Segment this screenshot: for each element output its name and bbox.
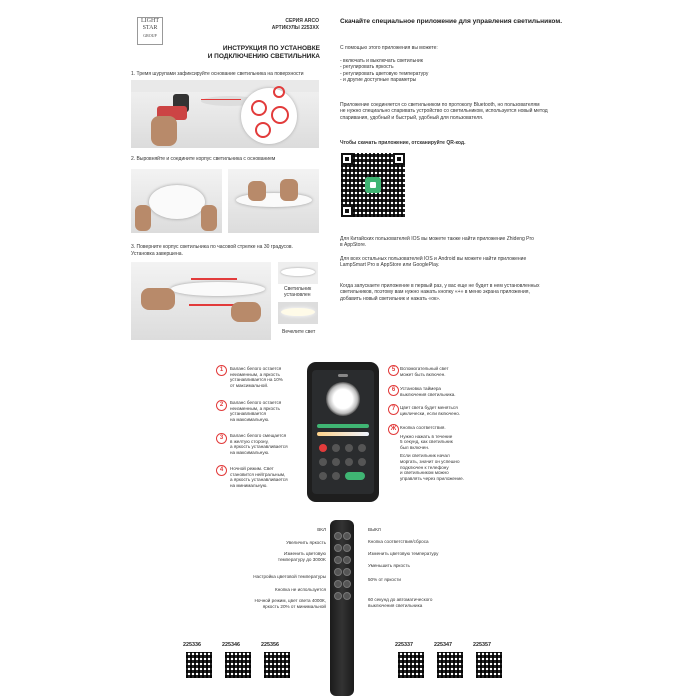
- step-3-text-b: Установка завершена.: [131, 251, 183, 257]
- phone-note-8-line-4: был включен.: [400, 444, 430, 450]
- phone-btn[interactable]: [332, 472, 340, 480]
- remote-label-night-line-2: яркость 20% от минимальной: [262, 603, 326, 609]
- phone-note-2-line-3: устанавливается: [230, 411, 267, 417]
- phone-note-4-line-2: становится нейтральным,: [230, 471, 286, 477]
- feature-item: - регулировать яркость: [340, 64, 394, 71]
- phone-note-3-line-3: а яркость устанавливается: [230, 444, 288, 450]
- phone-note-6-line-1: Установка таймера: [400, 386, 441, 391]
- feature-item: - регулировать цветовую температуру: [340, 70, 429, 77]
- first-launch-line-2: светильников, поэтому вам нужно нажать кнопку «+» в меню экрана приложения,: [340, 289, 530, 296]
- remote-label-3000k-line-1: Изменить цветовую: [283, 551, 326, 556]
- phone-note-8-line-3: 5 секунд, как светильник: [400, 439, 453, 445]
- article-number: 225336: [183, 642, 201, 648]
- step-2-photo-a: [131, 169, 222, 233]
- remote-on-button[interactable]: [334, 532, 342, 540]
- lamp-installed-caption: [284, 286, 311, 299]
- instruction-title: [190, 45, 320, 61]
- article-qr-code[interactable]: [225, 652, 251, 678]
- brand-logo: [137, 17, 163, 45]
- remote-pair-button[interactable]: [343, 544, 351, 552]
- remote-unused-button[interactable]: [334, 580, 342, 588]
- remote-label-night-line-1: Ночной режим, цвет света 4000К,: [254, 598, 326, 603]
- app-title: Скачайте специальное приложение для управления светильником.: [340, 18, 563, 25]
- remote-label-change-temp: Изменить цветовую температуру: [368, 551, 439, 556]
- app-bluetooth-line-3: спаривания, удобный и быстрый, удобный для пользователя.: [340, 114, 484, 121]
- phone-note-6: [400, 386, 456, 397]
- phone-screen: [312, 370, 374, 494]
- article-number: 225337: [395, 642, 413, 648]
- phone-note-8-line-8: и светильником можно: [400, 470, 449, 476]
- phone-btn[interactable]: [319, 472, 327, 480]
- remote-label-off: ВЫКЛ: [368, 527, 381, 532]
- phone-btn[interactable]: [332, 458, 340, 466]
- phone-btn[interactable]: [332, 444, 340, 452]
- article-qr-code[interactable]: [476, 652, 502, 678]
- phone-note-8-line-1: Кнопка соответствия.: [400, 425, 446, 430]
- feature-item: - включать и выключать светильник: [340, 58, 423, 64]
- phone-note-3: [230, 433, 288, 455]
- logo-line-1: LIGHT: [141, 18, 159, 24]
- phone-btn[interactable]: [358, 444, 366, 452]
- phone-note-7-line-1: Цвет света будет меняться: [400, 405, 458, 410]
- brightness-slider[interactable]: [317, 424, 369, 428]
- ios-china-line-2: в AppStore.: [340, 242, 367, 249]
- phone-btn[interactable]: [358, 458, 366, 466]
- remote-label-temperature: Настройка цветовой температуры: [253, 574, 326, 579]
- remote-50-button[interactable]: [343, 580, 351, 588]
- remote-label-timer: [368, 597, 432, 608]
- feature-item: - и другие доступные параметры: [340, 77, 417, 84]
- temperature-slider[interactable]: [317, 432, 369, 436]
- series-title: СЕРИЯ ARCO: [285, 18, 319, 24]
- phone-btn[interactable]: [345, 444, 353, 452]
- phone-note-7: [400, 405, 460, 416]
- app-bluetooth-line-1: Приложение соединяется со светильником по протоколу Bluetooth, но пользователям: [340, 102, 540, 108]
- phone-note-1-line-3: устанавливается на 10%: [230, 377, 283, 383]
- step-1-text: 1. Тремя шурупами зафиксируйте основание светильника на поверхности: [131, 71, 304, 77]
- first-launch-line-3: добавить новый светильник и нажать «ок».: [340, 295, 441, 302]
- remote-label-brightness-up: Увеличить яркость: [286, 540, 326, 545]
- note-number-2: 2: [216, 400, 227, 411]
- phone-note-2: [230, 400, 281, 422]
- instruction-title-line-1: ИНСТРУКЦИЯ ПО УСТАНОВКЕ: [222, 45, 320, 52]
- first-launch-line-1: Когда запускаете приложение в первый раз, у вас еще не будет в нем установленных: [340, 283, 540, 289]
- note-number-4: 4: [216, 465, 227, 476]
- power-toggle[interactable]: [345, 472, 365, 480]
- step-1-photo: [131, 80, 319, 148]
- phone-note-4: [230, 466, 288, 488]
- phone-note-5-line-1: Вспомогательный свет: [400, 366, 449, 371]
- app-features: [340, 58, 428, 84]
- logo-line-2: STAR: [142, 25, 158, 31]
- first-launch-text: [340, 283, 540, 302]
- remote-label-night: [206, 598, 326, 609]
- lamp-preview: [326, 382, 360, 416]
- remote-brightness-up-button[interactable]: [334, 544, 342, 552]
- remote-night-button[interactable]: [334, 592, 342, 600]
- phone-button-grid: [317, 442, 369, 486]
- remote-label-brightness-down: Уменьшить яркость: [368, 563, 410, 568]
- other-users-line-1: Для всех остальных пользователей IOS и Android вы можете найти приложение: [340, 256, 527, 262]
- phone-note-8: [400, 425, 464, 481]
- remote-label-3000k: [226, 551, 326, 562]
- phone-note-8-line-2: Нужно нажать в течение: [400, 433, 453, 439]
- lamp-installed-image: [278, 262, 318, 284]
- lamp-installed-caption-line-1: Светильник: [284, 286, 312, 292]
- phone-note-7-line-2: циклически, если включено.: [400, 410, 461, 416]
- phone-note-4-line-4: на минимальную.: [230, 482, 268, 488]
- phone-note-3-line-2: в желтую сторону,: [230, 438, 269, 444]
- phone-note-8-line-6: моргать, значит он успешно: [400, 458, 460, 464]
- phone-note-2-line-2: неизменным, а яркость: [230, 405, 280, 411]
- remote-brightness-down-button[interactable]: [343, 568, 351, 576]
- remote-label-pair: Кнопка соответствия/сброса: [368, 539, 429, 544]
- app-bluetooth-line-2: не нужно специально спаривать устройство со светильником, используется новый метод: [340, 108, 548, 115]
- remote-label-timer-line-1: 60 секунд до автоматического: [368, 597, 433, 602]
- phone-note-5: [400, 366, 449, 377]
- logo-line-3: GROUP: [143, 33, 157, 38]
- phone-btn[interactable]: [319, 458, 327, 466]
- article-qr-code[interactable]: [186, 652, 212, 678]
- lamp-installed-caption-line-2: установлен: [284, 292, 311, 299]
- phone-note-1: [230, 366, 283, 388]
- note-number-3: 3: [216, 433, 227, 444]
- note-number-1: 1: [216, 365, 227, 376]
- step-2-text: 2. Выровняйте и соедините корпус светильника с основанием: [131, 156, 276, 162]
- step-3-photo: [131, 262, 271, 340]
- phone-note-1-line-1: Баланс белого остается: [230, 366, 282, 371]
- phone-note-4-line-1: Ночной режим. Свет: [230, 466, 274, 471]
- article-number: 225357: [473, 642, 491, 648]
- phone-note-6-line-2: выключения светильника.: [400, 391, 456, 397]
- article-number: 225346: [222, 642, 240, 648]
- phone-note-8-line-9: управлять через приложение.: [400, 475, 464, 481]
- articles-title: АРТИКУЛЫ 2253XX: [271, 25, 319, 31]
- article-qr-code[interactable]: [437, 652, 463, 678]
- phone-note-2-line-1: Баланс белого остается: [230, 400, 282, 405]
- phone-mockup: [307, 362, 379, 502]
- remote-label-on: ВКЛ: [317, 527, 326, 532]
- article-number: 225347: [434, 642, 452, 648]
- article-qr-code[interactable]: [398, 652, 424, 678]
- remote-temp-adjust-button[interactable]: [334, 568, 342, 576]
- note-number-5: 5: [388, 365, 399, 376]
- phone-note-3-line-4: на максимальную.: [230, 449, 270, 455]
- ios-china-line-1: Для Китайских пользователей IOS вы можете также найти приложение Zhideng Pro: [340, 236, 534, 242]
- note-number-6: 6: [388, 385, 399, 396]
- app-intro: С помощью этого приложения вы можете:: [340, 45, 438, 51]
- phone-note-1-line-2: неизменным, а яркость: [230, 371, 280, 377]
- phone-note-5-line-2: может быть включен.: [400, 371, 446, 377]
- app-qr-code[interactable]: [341, 153, 405, 217]
- remote-label-50: 50% от яркости: [368, 577, 401, 582]
- lamp-lit-image: [278, 302, 318, 324]
- other-users-line-2: LampSmart Pro в AppStore или GooglePlay.: [340, 262, 440, 269]
- remote-label-unused: Кнопка не используется: [275, 587, 326, 592]
- app-bluetooth-text: [340, 102, 548, 121]
- note-number-7: 7: [388, 404, 399, 415]
- lamp-lit-caption: Вечелите свет: [282, 329, 316, 335]
- phone-btn[interactable]: [319, 444, 327, 452]
- other-users-text: [340, 256, 526, 269]
- instruction-title-line-2: И ПОДКЛЮЧЕНИЮ СВЕТИЛЬНИКА: [207, 53, 320, 60]
- phone-note-4-line-3: а яркость устанавливается: [230, 477, 288, 483]
- step-3-text-a: 3. Поверните корпус светильника по часовой стрелке на 30 градусов.: [131, 244, 293, 250]
- remote-timer-button[interactable]: [343, 592, 351, 600]
- remote-3000k-button[interactable]: [334, 556, 342, 564]
- phone-btn[interactable]: [345, 458, 353, 466]
- scan-qr-text: Чтобы скачать приложение, отсканируйте QR-код.: [340, 140, 466, 146]
- step-2-photo-b: [228, 169, 319, 233]
- article-qr-code[interactable]: [264, 652, 290, 678]
- phone-note-8-line-7: подключен к телефону: [400, 464, 449, 470]
- remote-temperature-button[interactable]: [343, 556, 351, 564]
- phone-note-8-line-5: Если светильник начал: [400, 453, 450, 459]
- remote-off-button[interactable]: [343, 532, 351, 540]
- remote-label-3000k-line-2: температуру до 3000K: [277, 556, 326, 562]
- ios-china-text: [340, 236, 534, 249]
- remote-control: [330, 520, 354, 696]
- remote-label-timer-line-2: выключения светильника: [368, 602, 423, 608]
- note-number-8: Ж: [388, 424, 399, 435]
- phone-note-3-line-1: Баланс белого смещается: [230, 433, 287, 438]
- phone-note-1-line-4: от максимальной.: [230, 382, 269, 388]
- article-number: 225356: [261, 642, 279, 648]
- phone-note-2-line-4: на максимальную.: [230, 416, 270, 422]
